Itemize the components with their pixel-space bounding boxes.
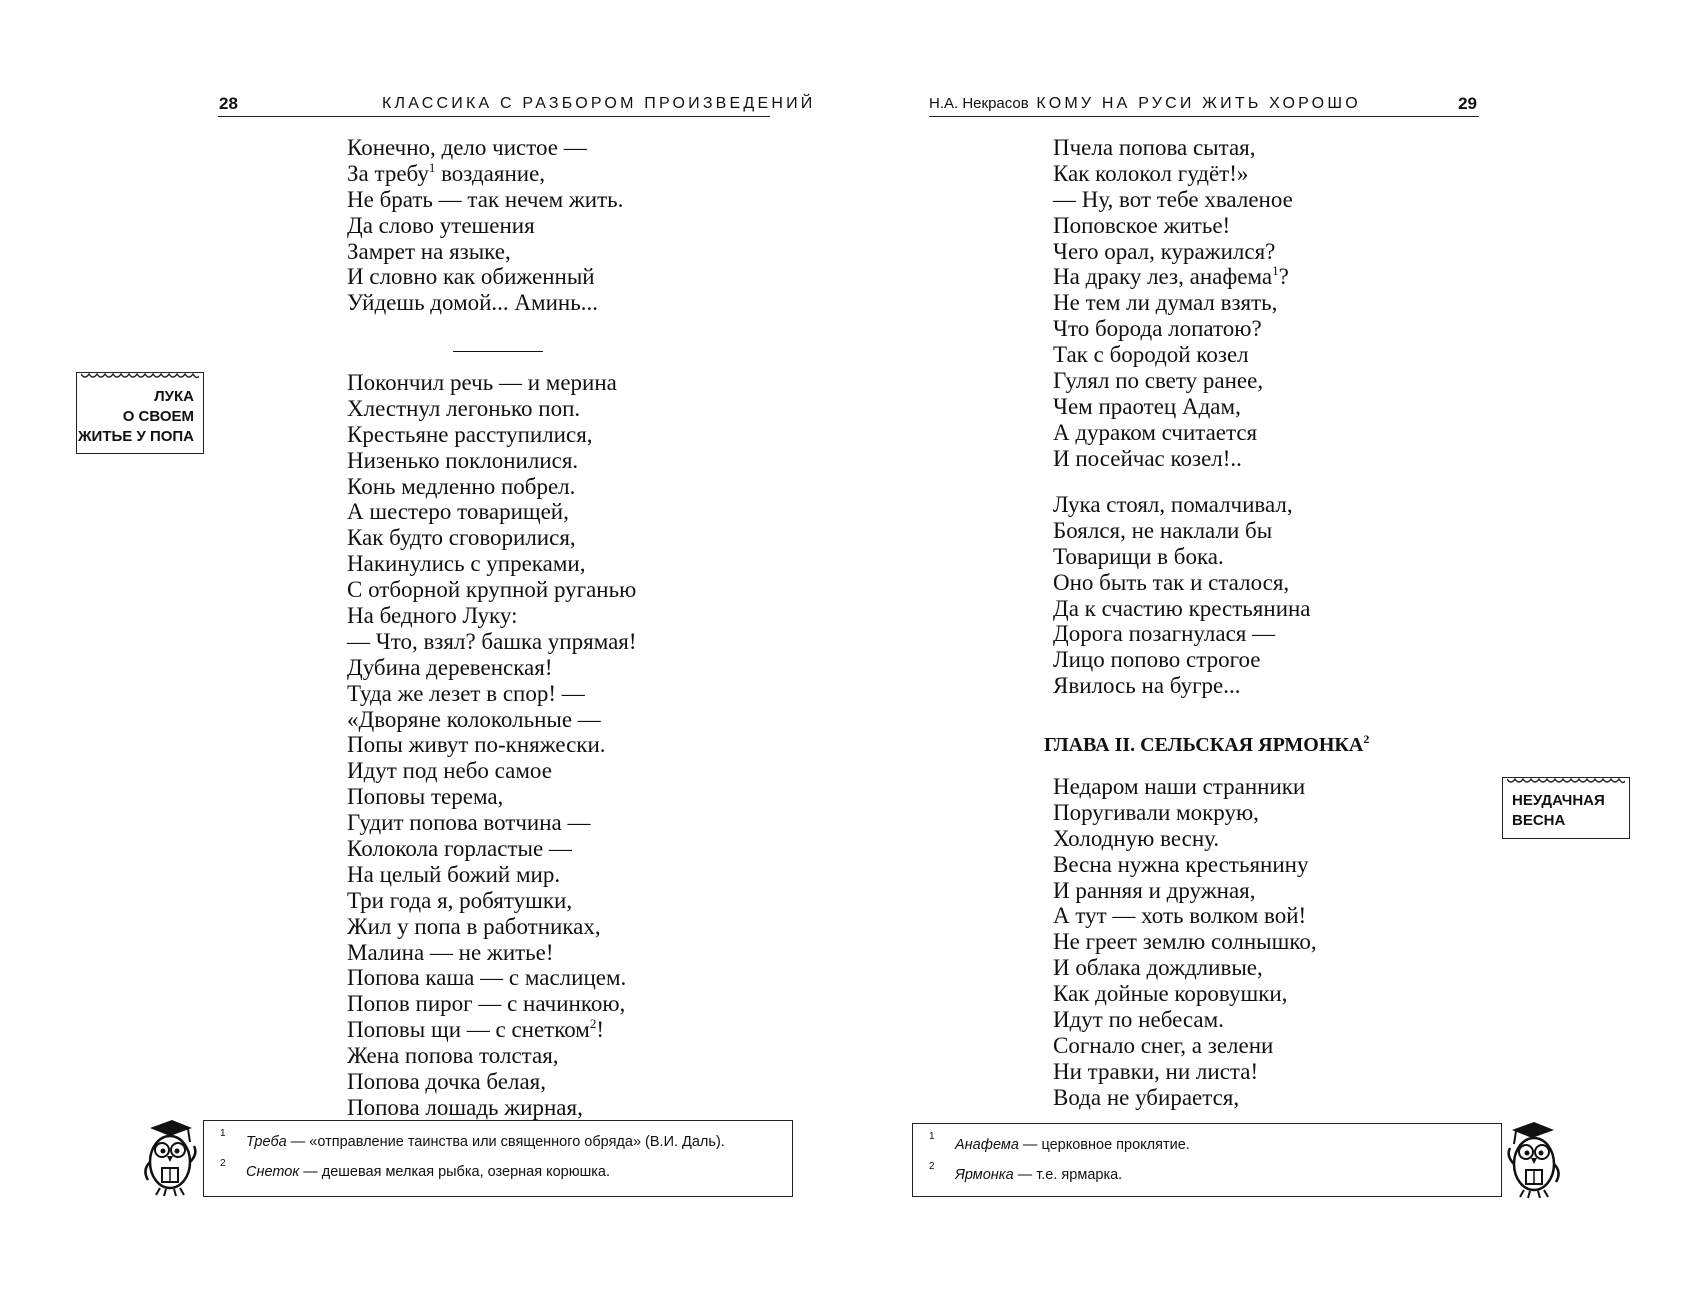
verse-line: [347, 965, 637, 991]
verse-line: [347, 1017, 637, 1043]
verse-line-text: Три года я, робятушки,: [347, 887, 573, 913]
verse-line: [347, 681, 637, 707]
left-page-header: [218, 94, 816, 117]
verse-line: [347, 1069, 637, 1095]
verse-line: [347, 161, 623, 187]
margin-note-line: ЛУКА: [154, 388, 194, 405]
verse-line-text: Вода не убирается,: [1053, 1084, 1240, 1110]
verse-line: [347, 991, 637, 1017]
verse-line: [1053, 570, 1311, 596]
verse-line-text: Поругивали мокрую,: [1053, 799, 1259, 825]
verse-line: [347, 914, 637, 940]
poem-stanza: [347, 135, 623, 316]
chapter-title: [1044, 734, 1369, 757]
verse-line: [1053, 800, 1317, 826]
verse-line: [1053, 342, 1293, 368]
footnotes-box: [203, 1120, 793, 1197]
verse-line: [347, 422, 637, 448]
footnote-mark: 2: [589, 1016, 597, 1032]
verse-line-text: Что борода лопатою?: [1053, 316, 1262, 342]
margin-note-line: НЕУДАЧНАЯ: [1512, 792, 1605, 809]
margin-note-spring: [1502, 777, 1630, 839]
verse-line-text: Попы живут по-княжески.: [347, 732, 606, 758]
verse-line-text: Так с бородой козел: [1053, 342, 1249, 368]
footnote-term: Треба: [246, 1134, 287, 1150]
footnote-mark: 1: [1272, 263, 1279, 279]
verse-line-text: Низенько поклонилися.: [347, 447, 579, 473]
verse-line-text: Недаром наши странники: [1053, 774, 1306, 799]
footnote-term: Анафема: [955, 1137, 1019, 1153]
verse-line-text: Лицо попово строгое: [1053, 647, 1261, 673]
verse-line: [1053, 596, 1311, 622]
verse-line-text: Весна нужна крестьянину: [1053, 851, 1309, 877]
verse-line: [347, 264, 623, 290]
verse-line-text: Накинулись с упреками,: [347, 551, 586, 577]
footnote-text: — «отправление таинства или священного обряда» (В.И. Даль).: [286, 1134, 725, 1150]
verse-line: [1053, 368, 1293, 394]
verse-line: [347, 239, 623, 265]
verse-line-text: Явилось на бугре...: [1053, 673, 1241, 699]
verse-line: [1053, 852, 1317, 878]
verse-line-text: Как колокол гудёт!»: [1053, 160, 1249, 186]
section-divider: [453, 351, 543, 352]
verse-line: [347, 810, 637, 836]
verse-line-text: Не брать — так нечем жить.: [347, 186, 624, 212]
verse-line: [1053, 774, 1317, 800]
verse-line-text: И облака дождливые,: [1053, 955, 1263, 981]
verse-line-text: Чем праотец Адам,: [1053, 393, 1241, 419]
margin-note-luka: [76, 372, 204, 454]
verse-line: [1053, 290, 1293, 316]
verse-line: [347, 862, 637, 888]
verse-line: [1053, 518, 1311, 544]
verse-line-text: Хлестнул легонько поп.: [347, 395, 581, 421]
verse-line-text: Чего орал, куражился?: [1053, 238, 1276, 264]
verse-line-text: Попова каша — с маслицем.: [347, 965, 627, 991]
verse-line-text: Жена попова толстая,: [347, 1043, 559, 1069]
verse-line-text: Дорога позагнулася —: [1053, 621, 1276, 647]
verse-line-text: Гулял по свету ранее,: [1053, 368, 1264, 394]
verse-line: [347, 396, 637, 422]
verse-line-text: Дубина деревенская!: [347, 654, 553, 680]
footnote-number: 1: [929, 1131, 935, 1142]
verse-line: [1053, 955, 1317, 981]
verse-line-text: На целый божий мир.: [347, 861, 561, 887]
verse-line-text: !: [596, 1017, 605, 1043]
footnote-text: — т.е. ярмарка.: [1013, 1167, 1123, 1183]
verse-line: [1053, 446, 1293, 472]
verse-line-text: «Дворяне колокольные —: [347, 706, 601, 732]
verse-line: [347, 836, 637, 862]
margin-note-line: ЖИТЬЕ У ПОПА: [77, 428, 194, 445]
verse-line: [1053, 903, 1317, 929]
footnotes-box: [912, 1123, 1502, 1197]
verse-line-text: Поповское житье!: [1053, 212, 1231, 238]
verse-line: [1053, 981, 1317, 1007]
chapter-footnote-mark: 2: [1363, 732, 1370, 746]
verse-line: [1053, 420, 1293, 446]
verse-line: [1053, 1007, 1317, 1033]
verse-line-text: Поповы терема,: [347, 784, 504, 810]
footnote-number: 2: [929, 1161, 935, 1172]
verse-line-text: Идут по небесам.: [1053, 1007, 1224, 1033]
verse-line-text: А дураком считается: [1053, 419, 1258, 445]
poem-stanza: [1053, 135, 1293, 472]
verse-line: [347, 187, 623, 213]
verse-line-text: И ранняя и дружная,: [1053, 877, 1256, 903]
verse-line-text: А шестеро товарищей,: [347, 499, 569, 525]
right-page-header: [929, 94, 1479, 117]
verse-line-text: На драку лез, анафема: [1053, 264, 1273, 290]
verse-line: [1053, 1033, 1317, 1059]
verse-line: [347, 474, 637, 500]
verse-line-text: Согнало снег, а зелени: [1053, 1032, 1274, 1058]
margin-note-line: О СВОЕМ: [122, 408, 194, 425]
verse-line-text: Не тем ли думал взять,: [1053, 290, 1278, 316]
verse-line-text: Оно быть так и сталося,: [1053, 569, 1290, 595]
verse-line-text: Колокола горластые —: [347, 836, 572, 862]
verse-line: [1053, 673, 1311, 699]
owl-mascot-icon: [1504, 1120, 1566, 1200]
verse-line-text: Да к счастию крестьянина: [1053, 595, 1311, 621]
verse-line-text: Идут под небо самое: [347, 758, 552, 784]
verse-line-text: Попова дочка белая,: [347, 1069, 547, 1095]
poem-stanza: [347, 370, 637, 1121]
verse-line-text: — Ну, вот тебе хваленое: [1053, 186, 1293, 212]
verse-line-text: Не греет землю солнышко,: [1053, 929, 1317, 955]
verse-line-text: И посейчас козел!..: [1053, 445, 1242, 471]
wavy-edge-decoration: [1507, 777, 1625, 785]
page-number: 28: [219, 94, 238, 113]
running-title: КЛАССИКА С РАЗБОРОМ ПРОИЗВЕДЕНИЙ: [382, 95, 816, 112]
verse-line-text: Лука стоял, помалчивал,: [1053, 492, 1293, 517]
poem-stanza: [1053, 774, 1317, 1111]
verse-line-text: Холодную весну.: [1053, 825, 1220, 851]
verse-line-text: Малина — не житье!: [347, 939, 554, 965]
verse-line: [1053, 878, 1317, 904]
verse-line: [1053, 647, 1311, 673]
verse-line: [347, 213, 623, 239]
verse-line-text: — Что, взял? башка упрямая!: [347, 628, 637, 654]
footnote-text: — церковное проклятие.: [1018, 1137, 1190, 1153]
verse-line: [347, 707, 637, 733]
verse-line-text: И словно как обиженный: [347, 264, 595, 290]
verse-line: [347, 758, 637, 784]
verse-line: [347, 629, 637, 655]
verse-line: [347, 448, 637, 474]
verse-line-text: Гудит попова вотчина —: [347, 810, 591, 836]
verse-line: [347, 290, 623, 316]
verse-line: [1053, 316, 1293, 342]
verse-line: [347, 940, 637, 966]
author-name: Н.А. Некрасов: [929, 95, 1029, 112]
verse-line-text: Попова лошадь жирная,: [347, 1094, 583, 1120]
verse-line: [347, 551, 637, 577]
page-number: 29: [1458, 94, 1477, 113]
verse-line: [347, 1095, 637, 1121]
verse-line: [1053, 213, 1293, 239]
verse-line-text: С отборной крупной руганью: [347, 577, 637, 603]
verse-line-text: ?: [1278, 264, 1289, 290]
margin-note-line: ВЕСНА: [1512, 812, 1566, 829]
verse-line: [347, 655, 637, 681]
verse-line: [1053, 135, 1293, 161]
verse-line-text: Ни травки, ни листа!: [1053, 1058, 1259, 1084]
verse-line-text: Как дойные коровушки,: [1053, 981, 1288, 1007]
verse-line: [347, 525, 637, 551]
verse-line-text: Попов пирог — с начинкою,: [347, 991, 626, 1017]
verse-line-text: Как будто сговорилися,: [347, 525, 576, 551]
chapter-title-text: ГЛАВА II. СЕЛЬСКАЯ ЯРМОНКА: [1044, 734, 1364, 756]
verse-line-text: Замрет на языке,: [347, 238, 511, 264]
verse-line-text: Покончил речь — и мерина: [347, 370, 617, 395]
footnote-number: 2: [220, 1158, 226, 1169]
verse-line-text: За требу: [347, 160, 429, 186]
verse-line: [347, 784, 637, 810]
verse-line: [347, 577, 637, 603]
verse-line-text: Товарищи в бока.: [1053, 543, 1224, 569]
verse-line: [1053, 621, 1311, 647]
footnote-term: Снеток: [246, 1164, 300, 1180]
verse-line: [347, 370, 637, 396]
verse-line: [347, 499, 637, 525]
verse-line: [347, 135, 623, 161]
verse-line: [1053, 239, 1293, 265]
verse-line-text: Пчела попова сытая,: [1053, 135, 1256, 160]
verse-line-text: Да слово утешения: [347, 212, 535, 238]
verse-line: [1053, 544, 1311, 570]
footnote-term: Ярмонка: [955, 1167, 1014, 1183]
verse-line: [347, 1043, 637, 1069]
verse-line: [347, 732, 637, 758]
running-title: [929, 94, 1361, 114]
poem-stanza: [1053, 492, 1311, 699]
verse-line-text: Боялся, не наклали бы: [1053, 517, 1273, 543]
verse-line: [347, 888, 637, 914]
verse-line-text: Крестьяне расступилися,: [347, 421, 593, 447]
verse-line: [1053, 929, 1317, 955]
footnote-number: 1: [220, 1128, 226, 1139]
wavy-edge-decoration: [81, 372, 199, 380]
verse-line: [1053, 826, 1317, 852]
owl-mascot-icon: [138, 1118, 200, 1198]
footnote-text: — дешевая мелкая рыбка, озерная корюшка.: [299, 1164, 611, 1180]
verse-line: [1053, 264, 1293, 290]
verse-line-text: Туда же лезет в спор! —: [347, 680, 585, 706]
footnote-mark: 1: [428, 159, 436, 175]
verse-line-text: Жил у попа в работниках,: [347, 913, 601, 939]
verse-line-text: Конечно, дело чистое —: [347, 135, 587, 160]
verse-line-text: воздаяние,: [435, 160, 546, 186]
book-title: КОМУ НА РУСИ ЖИТЬ ХОРОШО: [1036, 95, 1361, 112]
verse-line: [347, 603, 637, 629]
verse-line-text: Поповы щи — с снетком: [347, 1017, 590, 1043]
verse-line: [1053, 492, 1311, 518]
verse-line-text: Конь медленно побрел.: [347, 473, 576, 499]
verse-line-text: А тут — хоть волком вой!: [1053, 903, 1307, 929]
verse-line: [1053, 161, 1293, 187]
verse-line-text: На бедного Луку:: [347, 603, 518, 629]
verse-line: [1053, 1085, 1317, 1111]
verse-line: [1053, 187, 1293, 213]
verse-line: [1053, 394, 1293, 420]
verse-line: [1053, 1059, 1317, 1085]
verse-line-text: Уйдешь домой... Аминь...: [347, 290, 598, 316]
